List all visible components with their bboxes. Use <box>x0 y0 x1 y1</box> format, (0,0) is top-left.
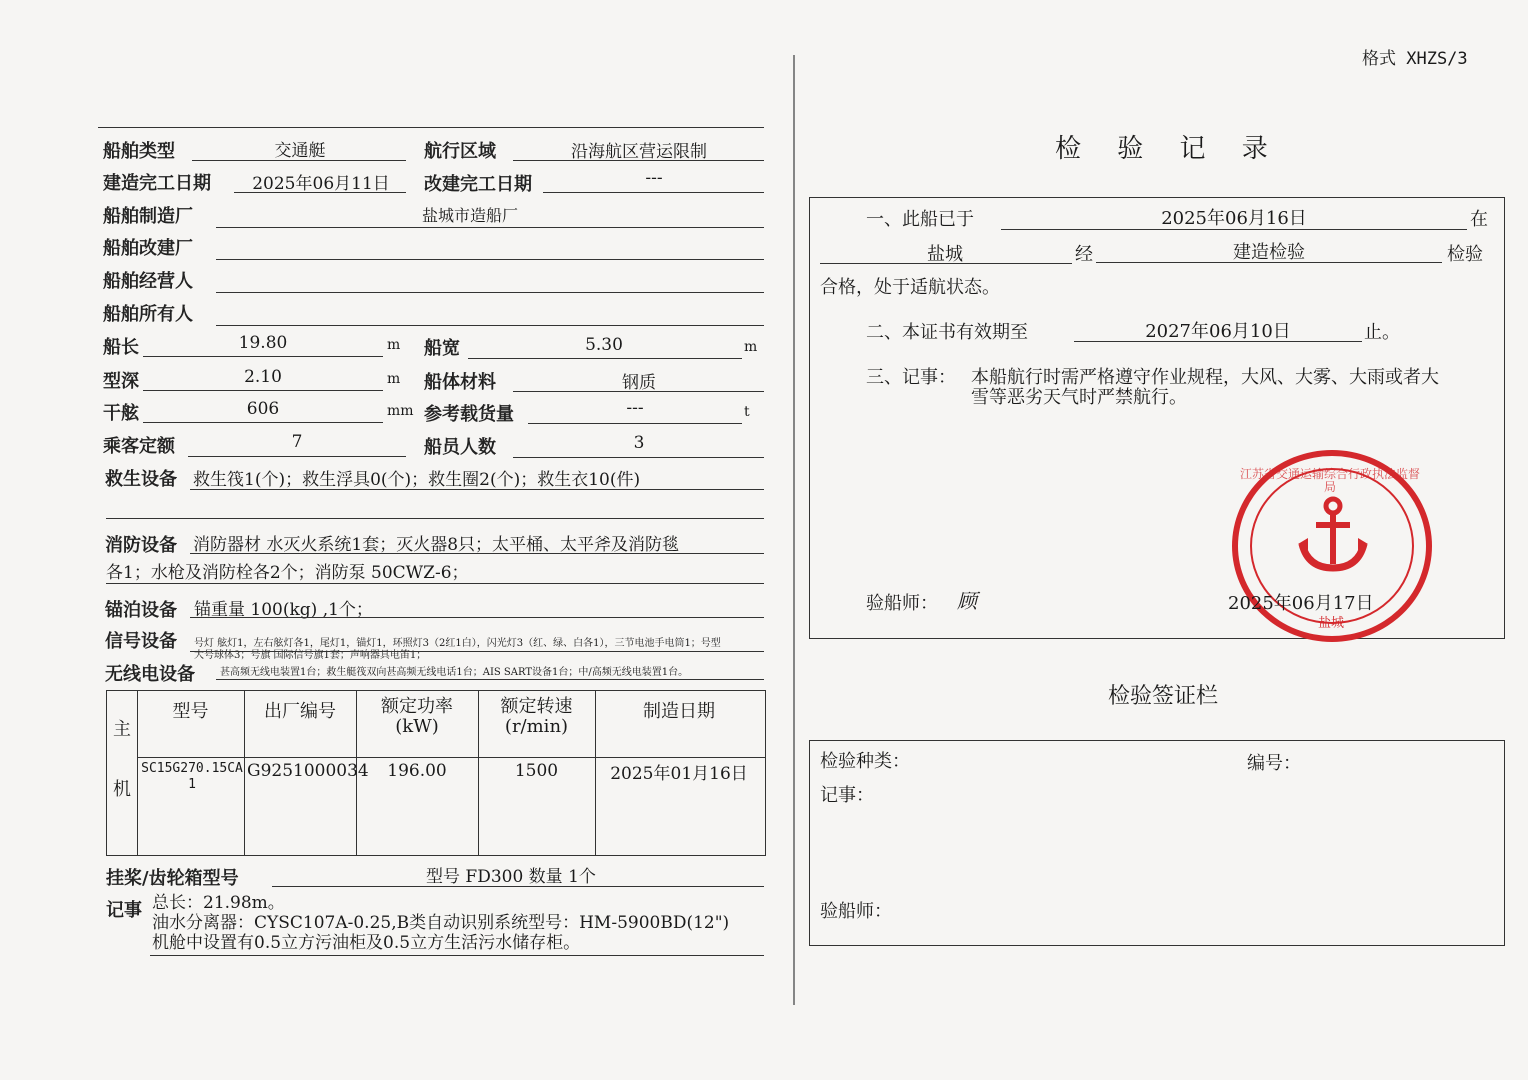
rebuild-date-value: --- <box>645 168 663 188</box>
breadth-label: 船宽 <box>424 338 460 359</box>
passengers-label: 乘客定额 <box>103 436 175 457</box>
depth-value: 2.10 <box>244 367 282 387</box>
length-unit: m <box>387 337 401 353</box>
signal-value-line2: 大号球体3；号旗 国际信号旗1套；声响器具电笛1； <box>194 650 427 661</box>
item1-date: 2025年06月16日 <box>1161 208 1307 229</box>
length-label: 船长 <box>103 337 139 358</box>
notes-line2: 油水分离器：CYSC107A-0.25,B类自动识别系统型号：HM-5900BD(12") <box>152 913 730 933</box>
sign-date: 2025年06月17日 <box>1228 593 1374 614</box>
rebuild-date-label: 改建完工日期 <box>424 174 532 195</box>
engine-side-label-2: 机 <box>113 779 131 800</box>
endorse-type-label: 检验种类： <box>820 751 910 772</box>
seal-text: 江苏省交通运输综合行政执法监督局 <box>1240 467 1421 494</box>
engine-date: 2025年01月16日 <box>610 764 748 784</box>
builder-label: 船舶制造厂 <box>103 206 193 227</box>
item2-prefix: 二、本证书有效期至 <box>866 322 1028 343</box>
freeboard-unit: mm <box>387 403 414 419</box>
item2-date: 2027年06月10日 <box>1145 321 1291 342</box>
breadth-unit: m <box>744 339 758 355</box>
firefighting-value-line1: 消防器材 水灭火系统1套；灭火器8只；太平桶、太平斧及消防毯 <box>193 535 680 555</box>
length-value: 19.80 <box>238 333 288 353</box>
ship-type-value: 交通艇 <box>274 141 326 161</box>
ship-type-label: 船舶类型 <box>103 141 175 162</box>
nav-area-value: 沿海航区营运限制 <box>571 142 707 162</box>
item2-suffix: 止。 <box>1364 322 1400 343</box>
firefighting-label: 消防设备 <box>105 535 177 556</box>
crew-value: 3 <box>633 433 645 453</box>
signal-label: 信号设备 <box>105 631 177 652</box>
item1-place: 盐城 <box>927 244 963 265</box>
notes-line3: 机舱中设置有0.5立方污油柜及0.5立方生活污水储存柜。 <box>152 933 581 953</box>
ref-cargo-unit: t <box>744 404 750 420</box>
top-rule <box>98 127 764 128</box>
crew-label: 船员人数 <box>424 437 496 458</box>
firefighting-value-line2: 各1；水枪及消防栓各2个；消防泵 50CWZ-6； <box>106 563 469 583</box>
engine-serial: G9251000034 <box>247 761 369 781</box>
breadth-value: 5.30 <box>585 335 623 355</box>
engine-side-label-1: 主 <box>113 719 131 740</box>
engine-header-power: 额定功率 (kW) <box>381 696 453 737</box>
notes-line1: 总长：21.98m。 <box>152 893 285 913</box>
form-code: 格式 XHZS/3 <box>1362 49 1468 69</box>
build-date-value: 2025年06月11日 <box>252 174 390 194</box>
rebuilder-label: 船舶改建厂 <box>103 238 193 259</box>
item3-text2: 雪等恶劣天气时严禁航行。 <box>971 387 1187 408</box>
propeller-label: 挂桨/齿轮箱型号 <box>106 868 239 889</box>
surveyor-signature: 顾 <box>957 589 977 613</box>
owner-label: 船舶所有人 <box>103 304 193 325</box>
endorse-note-label: 记事： <box>820 785 874 806</box>
endorse-box <box>809 740 1505 946</box>
freeboard-value: 606 <box>246 399 280 419</box>
lifesaving-value: 救生筏1(个)；救生浮具0(个)；救生圈2(个)；救生衣10(件) <box>193 470 641 490</box>
item1-prefix: 一、此船已于 <box>866 209 974 230</box>
item1-type: 建造检验 <box>1233 242 1305 263</box>
item1-suffix: 检验 <box>1447 244 1483 265</box>
builder-value: 盐城市造船厂 <box>422 206 519 225</box>
record-title: 检 验 记 录 <box>1055 134 1282 164</box>
radio-label: 无线电设备 <box>105 664 195 685</box>
anchoring-label: 锚泊设备 <box>105 600 177 621</box>
notes-label: 记事 <box>106 900 142 921</box>
anchoring-value: 锚重量 100(kg) ,1个； <box>194 600 373 620</box>
page-fold-divider <box>793 55 795 1005</box>
operator-label: 船舶经营人 <box>103 271 193 292</box>
item3-text1: 本船航行时需严格遵守作业规程，大风、大雾、大雨或者大 <box>971 367 1439 388</box>
ref-cargo-value: --- <box>626 398 644 418</box>
item1-via: 经 <box>1075 244 1093 265</box>
ref-cargo-label: 参考载货量 <box>424 404 514 425</box>
propeller-value: 型号 FD300 数量 1个 <box>426 867 596 887</box>
endorse-surveyor-label: 验船师： <box>820 901 892 922</box>
item1-line2: 合格，处于适航状态。 <box>820 277 1000 298</box>
anchor-icon <box>1298 496 1368 576</box>
main-engine-table <box>106 690 766 856</box>
hull-material-label: 船体材料 <box>424 372 496 393</box>
signal-value-line1: 号灯 舷灯1，左右舷灯各1，尾灯1，锚灯1，环照灯3（2红1白），闪光灯3（红、绿、白各1），三节电池手电筒1；号型 <box>194 638 721 649</box>
lifesaving-label: 救生设备 <box>105 469 177 490</box>
depth-unit: m <box>387 371 401 387</box>
item1-at: 在 <box>1470 209 1488 230</box>
endorse-no-label: 编号： <box>1247 753 1301 774</box>
freeboard-label: 干舷 <box>103 403 139 424</box>
engine-header-speed: 额定转速 (r/min) <box>500 696 573 737</box>
passengers-value: 7 <box>291 432 303 452</box>
engine-speed: 1500 <box>514 761 559 781</box>
depth-label: 型深 <box>103 371 139 392</box>
nav-area-label: 航行区域 <box>424 141 496 162</box>
seal-bottom-text: 盐城 <box>1318 616 1345 631</box>
hull-material-value: 钢质 <box>622 373 656 393</box>
endorse-title: 检验签证栏 <box>1108 684 1219 709</box>
engine-power: 196.00 <box>387 761 447 781</box>
engine-header-serial: 出厂编号 <box>264 701 336 722</box>
surveyor-label: 验船师： <box>866 593 938 614</box>
engine-header-model: 型号 <box>172 701 209 722</box>
engine-model: SC15G270.15CA 1 <box>141 761 243 792</box>
engine-header-date: 制造日期 <box>643 701 715 722</box>
item3-prefix: 三、记事： <box>866 367 956 388</box>
build-date-label: 建造完工日期 <box>103 173 211 194</box>
radio-value: 甚高频无线电装置1台；救生艇筏双向甚高频无线电话1台；AIS SART设备1台；中/高频无线电装置1台。 <box>220 667 689 678</box>
